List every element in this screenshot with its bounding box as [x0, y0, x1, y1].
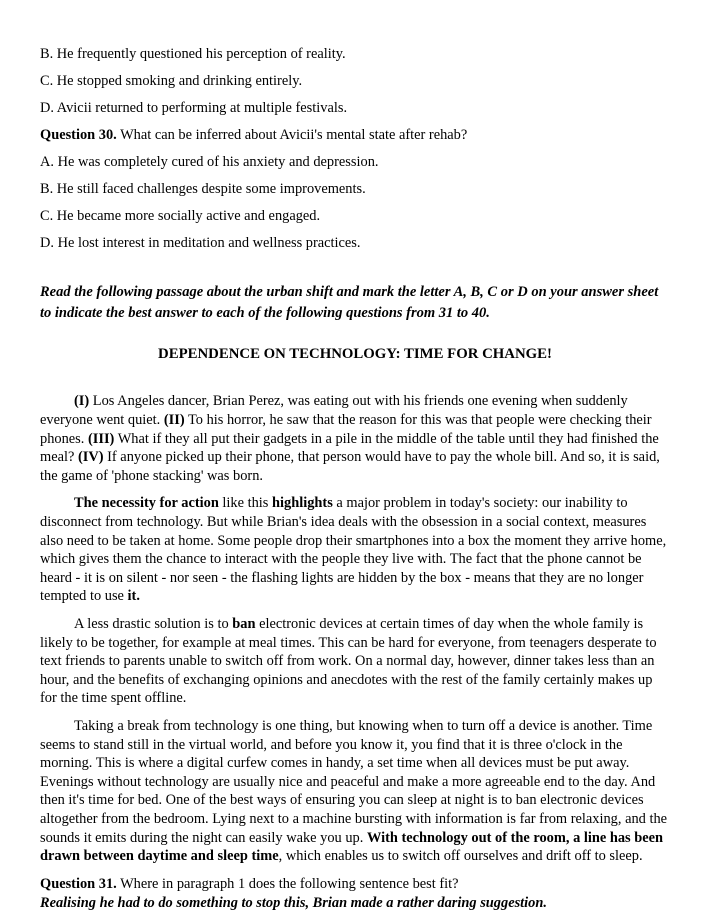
- text-segment: What if they all put their gadgets in a pile in the middle of the table until they had finished the meal?: [40, 430, 659, 466]
- option-line: B. He frequently questioned his perception of reality.: [40, 46, 346, 62]
- text-segment: (III): [87, 430, 115, 447]
- text-segment: a major problem in today's society: our inability to disconnect from technology. But while Brian's idea deals with the obsession in a social context, measures also need to be taken at home. Some people drop their smartphones into a box the moment they arrive home, which gives them the chance to interact with the people they live with. The fact that the phone cannot be heard - it is on silent - nor seen - the flashing lights are hidden by the box - means that they are no longer tempted to use: [40, 495, 667, 605]
- text-segment: The necessity for action: [74, 495, 219, 512]
- text-segment: To his horror, he saw that the reason for this was that people were checking their phones.: [40, 412, 652, 447]
- text-segment: If anyone picked up their phone, that person would have to pay the whole bill. And so, it is said, the game of 'phone stacking' was born.: [40, 449, 660, 484]
- passage-paragraph-1: [40, 392, 670, 485]
- passage-paragraph-3: [40, 615, 670, 708]
- question-30-text: What can be inferred about Avicii's mental state after rehab?: [116, 126, 468, 143]
- section-instruction: Read the following passage about the urban shift and mark the letter A, B, C or D on your answer sheet to indicate the best answer to each of the following questions from 31 to 40.: [40, 284, 659, 321]
- question-30-label: Question 30.: [40, 126, 117, 143]
- option-line: A. He was completely cured of his anxiety and depression.: [40, 153, 379, 170]
- text-segment: like this: [218, 495, 272, 512]
- question-31-block: [40, 875, 670, 914]
- passage-paragraph-4: [40, 717, 670, 866]
- text-segment: (I): [74, 393, 90, 410]
- text-segment: electronic devices at certain times of day when the whole family is likely to be together, for example at meal times. This can be hard for everyone, from teenagers desperate to text friends to parents unable to switch off from work. On a normal day, however, dinner takes less than an hour, and the benefits of exchanging opinions and anecdotes with the rest of the family certainly makes up for the time spent offline.: [40, 616, 657, 707]
- text-segment: Taking a break from technology is one thing, but knowing when to turn off a device is another. Time seems to stand still in the virtual world, and before you know it, you find that it is three o'clock in the morning. This is where a digital curfew comes in handy, a set time when all devices must be put away. Evenings without technology are usually nice and peaceful and make a more agreeable end to the day. And then it's time for bed. One of the best ways of ensuring you can sleep at night is to ban electronic devices altogether from the bedroom. Lying next to a machine bursting with information is far from relaxing, and the sounds it emits during the night can easily wake you up.: [40, 717, 668, 846]
- option-line: C. He became more socially active and engaged.: [40, 207, 321, 224]
- text-segment: , which enables us to switch off ourselves and drift off to sleep.: [278, 848, 643, 865]
- passage-title: DEPENDENCE ON TECHNOLOGY: TIME FOR CHANGE!: [158, 346, 552, 363]
- question-31-fit-sentence: Realising he had to do something to stop this, Brian made a rather daring suggestion.: [40, 895, 547, 912]
- text-segment: highlights: [272, 495, 333, 512]
- text-segment: ban: [232, 616, 256, 633]
- text-segment: With technology out of the room, a line has been drawn between daytime and sleep time: [40, 829, 664, 865]
- option-line: B. He still faced challenges despite some improvements.: [40, 180, 366, 197]
- passage-body: [40, 392, 670, 865]
- text-segment: Los Angeles dancer, Brian Perez, was eating out with his friends one evening when suddenly everyone went quiet.: [40, 393, 628, 429]
- text-segment: (II): [163, 412, 185, 429]
- option-line: D. He lost interest in meditation and wellness practices.: [40, 234, 361, 251]
- text-segment: (IV): [77, 449, 104, 466]
- text-segment: A less drastic solution is to: [74, 616, 233, 633]
- question-31-text: Where in paragraph 1 does the following sentence best fit?: [116, 875, 459, 892]
- option-line: C. He stopped smoking and drinking entirely.: [40, 72, 303, 89]
- question-31-label: Question 31.: [40, 875, 117, 892]
- passage-paragraph-2: [40, 494, 670, 606]
- option-line: D. Avicii returned to performing at multiple festivals.: [40, 99, 348, 116]
- question-30: [40, 126, 670, 145]
- question-31: [40, 875, 670, 895]
- text-segment: it.: [127, 588, 140, 605]
